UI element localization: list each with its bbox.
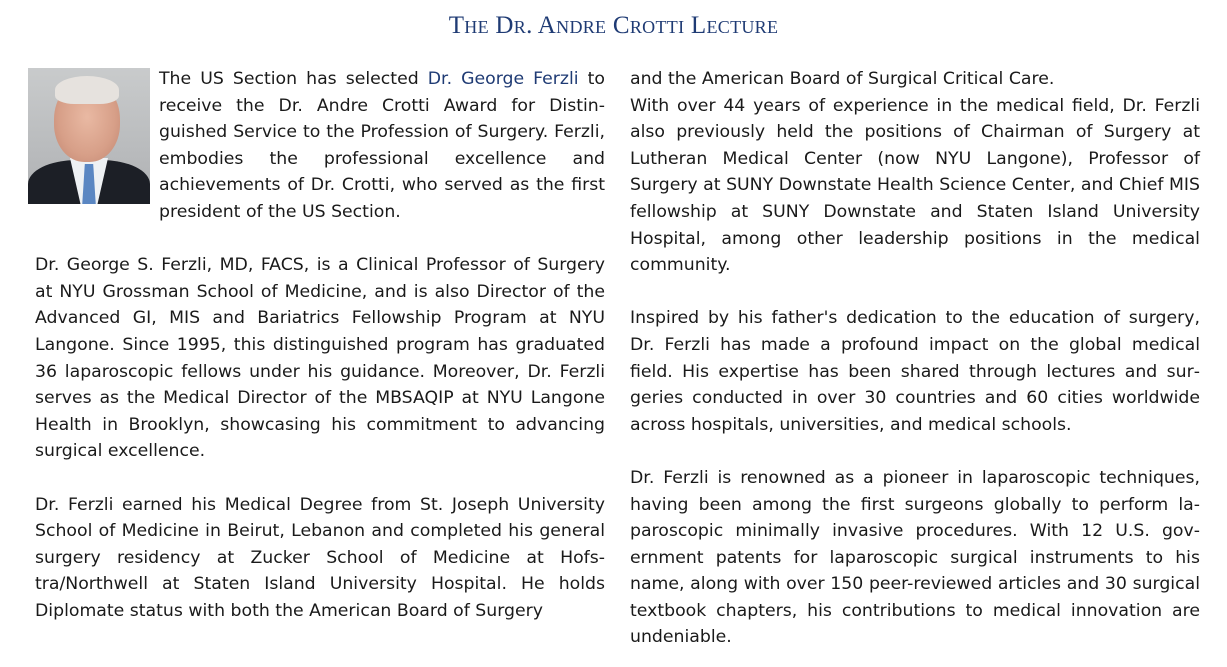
- bio-paragraph: With over 44 years of experience in the medical field, Dr. Ferzli also previously held the positions of Chairman of Surgery at Lutheran Medical Center (now NYU Langone), Professor of Surgery at SUNY Downstate Health Science Center, and Chief MIS fellowship at SUNY Downstate and Staten Island University Hospital, among other leadership positions in the medical community.: [630, 95, 1200, 276]
- bio-paragraph: Dr. Ferzli earned his Medical Degree from St. Joseph University School of Medicine in Beirut, Lebanon and completed his general surgery residency at Zucker School of Medicine at Hofstra/Northwell at Staten Island University Hospital. He holds Diplomate status with both the American Board of Surgery: [35, 494, 605, 621]
- bio-paragraph: Inspired by his father's dedication to the education of surgery, Dr. Ferzli has made a profound impact on the global medical field. His expertise has been shared through lectures and surgeries conducted in over 30 countries and 60 cities worldwide across hospitals, universities, and medical schools.: [630, 308, 1200, 435]
- bio-paragraph: Dr. George S. Ferzli, MD, FACS, is a Clinical Professor of Surgery at NYU Grossman School of Medicine, and is also Director of the Advanced GI, MIS and Bariatrics Fellowship Program at NYU Langone. Since 1995, this distinguished program has graduated 36 laparoscopic fellows under his guidance. Moreover, Dr. Ferzli serves as the Medical Director of the MBSAQIP at NYU Langone Health in Brooklyn, showcasing his commitment to advancing surgical excellence.: [35, 255, 605, 462]
- bio-paragraph: Dr. Ferzli is renowned as a pioneer in laparoscopic techniques, having been among the first surgeons globally to perform laparoscopic minimally invasive procedures. With 12 U.S. government patents for laparoscopic surgical instruments to his name, along with over 150 peer-reviewed articles and 30 surgical textbook chapters, his contributions to medical innovation are undeniable.: [630, 467, 1200, 648]
- intro-text-after: to receive the Dr. Andre Crotti Award for Distinguished Service to the Profession of Surgery. Ferzli, embodies the professional excellence and achievements of Dr. Crotti, who served as the first president of the US Section.: [159, 69, 605, 222]
- page-title: The Dr. Andre Crotti Lecture: [448, 12, 779, 39]
- bio-paragraph: and the American Board of Surgical Critical Care.: [630, 69, 1055, 89]
- right-column: [630, 66, 1200, 651]
- intro-text-before: The US Section has selected: [159, 69, 428, 89]
- honoree-name: Dr. George Ferzli: [427, 69, 579, 89]
- left-column: [35, 66, 605, 624]
- portrait-photo: [28, 68, 150, 204]
